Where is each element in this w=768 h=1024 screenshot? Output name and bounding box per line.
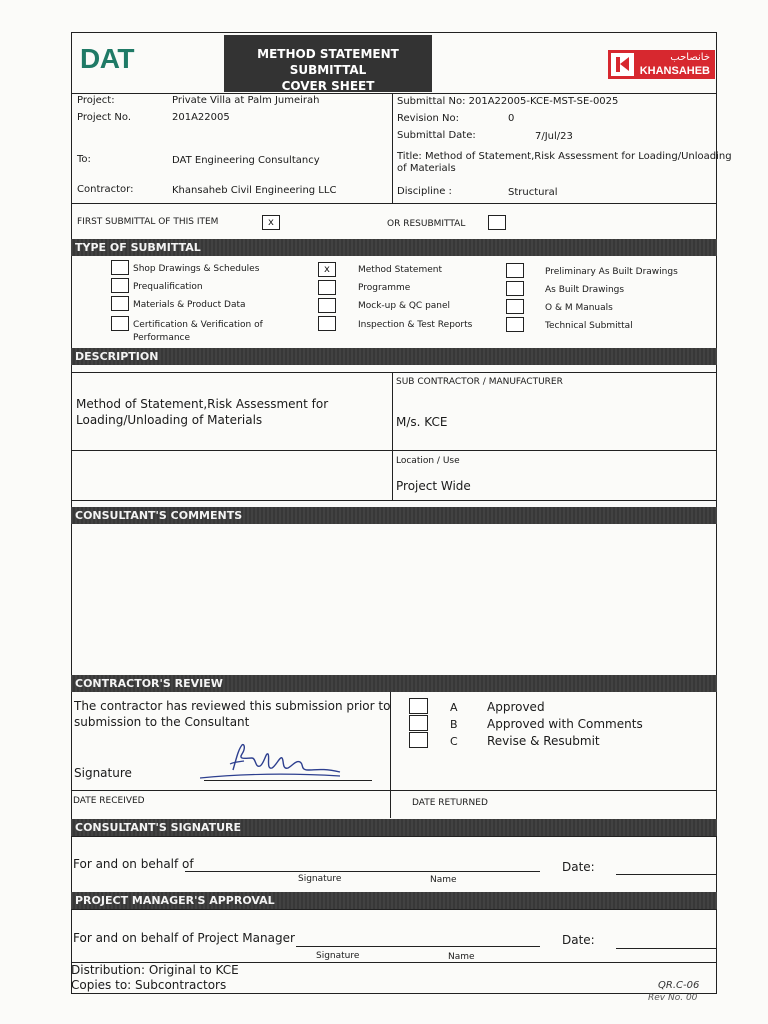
- as-built-checkbox[interactable]: [506, 281, 524, 296]
- pm-name-caption: Name: [448, 952, 475, 962]
- inspection-label: Inspection & Test Reports: [358, 320, 473, 330]
- pm-approval-heading: PROJECT MANAGER'S APPROVAL: [71, 892, 717, 909]
- materials-label: Materials & Product Data: [133, 300, 246, 310]
- revision-label: Revision No:: [397, 113, 459, 124]
- pm-signature-caption: Signature: [316, 951, 360, 961]
- pm-date-line[interactable]: [616, 948, 716, 949]
- approved-with-comments-label: Approved with Comments: [487, 717, 643, 731]
- revise-resubmit-code: C: [450, 735, 458, 748]
- project-no-label: Project No.: [77, 112, 131, 123]
- sub-contractor-label: SUB CONTRACTOR / MANUFACTURER: [396, 377, 563, 387]
- frame-bottom: [71, 993, 717, 994]
- programme-checkbox[interactable]: [318, 280, 336, 295]
- approved-checkbox[interactable]: [409, 698, 428, 714]
- consultant-behalf-label: For and on behalf of: [73, 857, 194, 871]
- consultant-date-line[interactable]: [616, 874, 716, 875]
- project-label: Project:: [77, 95, 115, 106]
- form-title: [224, 35, 432, 92]
- pm-date-label: Date:: [562, 933, 595, 947]
- consultant-comments-area[interactable]: [72, 524, 716, 674]
- k-logo-icon: [611, 53, 634, 76]
- location-value: Project Wide: [396, 479, 471, 493]
- consultant-signature-caption: Signature: [298, 874, 342, 884]
- inspection-checkbox[interactable]: [318, 316, 336, 331]
- shop-drawings-checkbox[interactable]: [111, 260, 129, 275]
- first-submittal-label: FIRST SUBMITTAL OF THIS ITEM: [77, 217, 219, 227]
- certification-checkbox[interactable]: [111, 316, 129, 331]
- divider: [71, 372, 717, 373]
- revise-resubmit-checkbox[interactable]: [409, 732, 428, 748]
- form-title-line1: METHOD STATEMENT SUBMITTAL: [257, 47, 399, 77]
- khansaheb-logo-arabic: خانصاحب: [670, 52, 710, 63]
- method-statement-label: Method Statement: [358, 265, 442, 275]
- as-built-label: As Built Drawings: [545, 285, 625, 295]
- resubmittal-checkbox[interactable]: [488, 215, 506, 230]
- signature-label: Signature: [74, 766, 132, 780]
- copies-text: Copies to: Subcontractors: [71, 978, 227, 992]
- project-value: Private Villa at Palm Jumeirah: [172, 95, 320, 106]
- submittal-date-value: 7/Jul/23: [535, 131, 573, 142]
- prequalification-label: Prequalification: [133, 282, 203, 292]
- contractor-signature: [200, 740, 345, 782]
- pm-behalf-label: For and on behalf of Project Manager: [73, 931, 295, 945]
- project-no-value: 201A22005: [172, 112, 230, 123]
- divider: [71, 790, 717, 791]
- review-text-line2: submission to the Consultant: [74, 715, 250, 729]
- submittal-no: Submittal No: 201A22005-KCE-MST-SE-0025: [397, 96, 619, 107]
- approved-with-comments-code: B: [450, 718, 458, 731]
- date-returned-label: DATE RETURNED: [412, 798, 488, 808]
- revise-resubmit-label: Revise & Resubmit: [487, 734, 600, 748]
- location-label: Location / Use: [396, 456, 460, 466]
- distribution-text: Distribution: Original to KCE: [71, 963, 239, 977]
- divider: [392, 372, 393, 500]
- consultant-date-label: Date:: [562, 860, 595, 874]
- contractor-label: Contractor:: [77, 184, 134, 195]
- form-title-line2: COVER SHEET: [281, 79, 375, 93]
- rev-no: Rev No. 00: [648, 993, 698, 1003]
- to-value: DAT Engineering Consultancy: [172, 155, 320, 166]
- certification-label: Certification & Verification of: [133, 320, 263, 330]
- technical-submittal-checkbox[interactable]: [506, 317, 524, 332]
- approved-label: Approved: [487, 700, 545, 714]
- frame-top: [71, 32, 717, 33]
- contractor-value: Khansaheb Civil Engineering LLC: [172, 185, 337, 196]
- mockup-checkbox[interactable]: [318, 298, 336, 313]
- dat-logo: DAT: [80, 43, 134, 74]
- technical-submittal-label: Technical Submittal: [545, 321, 633, 331]
- consultant-signature-line[interactable]: [185, 871, 540, 872]
- description-text-line2: Loading/Unloading of Materials: [76, 413, 263, 427]
- divider: [71, 450, 717, 451]
- materials-checkbox[interactable]: [111, 296, 129, 311]
- discipline-label: Discipline :: [397, 186, 452, 197]
- revision-value: 0: [508, 113, 515, 124]
- divider: [392, 93, 393, 203]
- approved-with-comments-checkbox[interactable]: [409, 715, 428, 731]
- method-statement-checkbox[interactable]: x: [318, 262, 336, 277]
- resubmittal-label: OR RESUBMITTAL: [387, 219, 466, 229]
- discipline-value: Structural: [508, 187, 558, 198]
- consultant-name-caption: Name: [430, 875, 457, 885]
- programme-label: Programme: [358, 283, 411, 293]
- first-submittal-checkbox[interactable]: x: [262, 215, 280, 230]
- submittal-date-label: Submittal Date:: [397, 130, 476, 141]
- divider: [71, 93, 717, 94]
- pm-signature-line[interactable]: [296, 946, 540, 947]
- title-line2: of Materials: [397, 163, 456, 174]
- om-manuals-label: O & M Manuals: [545, 303, 613, 313]
- sub-contractor-value: M/s. KCE: [396, 415, 448, 429]
- mockup-label: Mock-up & QC panel: [358, 301, 451, 311]
- divider: [71, 203, 717, 204]
- description-text-line1: Method of Statement,Risk Assessment for: [76, 397, 329, 411]
- certification-label-2: Performance: [133, 333, 191, 343]
- type-of-submittal-heading: TYPE OF SUBMITTAL: [71, 239, 717, 256]
- contractors-review-heading: CONTRACTOR'S REVIEW: [71, 675, 717, 692]
- preliminary-as-built-checkbox[interactable]: [506, 263, 524, 278]
- khansaheb-logo: [608, 50, 715, 79]
- preliminary-as-built-label: Preliminary As Built Drawings: [545, 267, 678, 277]
- khansaheb-logo-text: KHANSAHEB: [639, 65, 710, 77]
- review-text-line1: The contractor has reviewed this submission prior to: [74, 699, 391, 713]
- title-line1: Title: Method of Statement,Risk Assessment for Loading/Unloading: [397, 151, 732, 162]
- consultants-signature-heading: CONSULTANT'S SIGNATURE: [71, 819, 717, 836]
- approved-code: A: [450, 701, 458, 714]
- to-label: To:: [77, 154, 91, 165]
- om-manuals-checkbox[interactable]: [506, 299, 524, 314]
- divider: [71, 909, 717, 910]
- description-heading: DESCRIPTION: [71, 348, 717, 365]
- date-received-label: DATE RECEIVED: [73, 796, 145, 806]
- divider: [71, 836, 717, 837]
- form-code: QR.C-06: [658, 980, 700, 991]
- prequalification-checkbox[interactable]: [111, 278, 129, 293]
- shop-drawings-label: Shop Drawings & Schedules: [133, 264, 260, 274]
- consultant-comments-heading: CONSULTANT'S COMMENTS: [71, 507, 717, 524]
- divider: [71, 500, 717, 501]
